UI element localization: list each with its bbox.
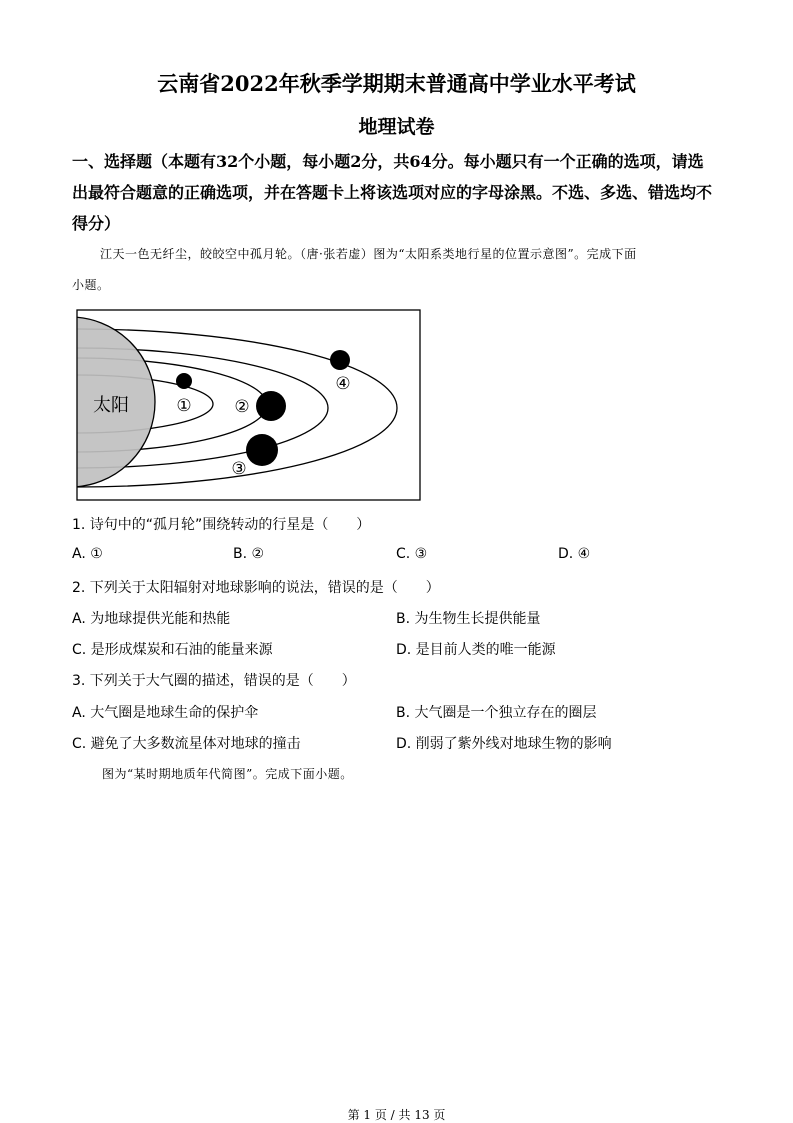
question-2-option-c[interactable]: C. 是形成煤炭和石油的能量来源 bbox=[72, 642, 273, 658]
intro-text-line1: 江天一色无纤尘，皎皎空中孤月轮。（唐·张若虚）图为“太阳系类地行星的位置示意图”。完成下面 bbox=[100, 247, 637, 261]
intro-text-geologic: 图为“某时期地质年代简图”。完成下面小题。 bbox=[102, 767, 353, 781]
planet-1 bbox=[176, 373, 192, 389]
planet-label-4: ④ bbox=[335, 374, 351, 394]
question-2-option-a[interactable]: A. 为地球提供光能和热能 bbox=[72, 611, 231, 627]
question-1-option-a[interactable]: A. ① bbox=[72, 546, 103, 562]
question-3-option-c[interactable]: C. 避免了大多数流星体对地球的撞击 bbox=[72, 736, 301, 752]
question-1-stem: 1. 诗句中的“孤月轮”围绕转动的行星是（ ） bbox=[72, 517, 371, 533]
question-2-option-b[interactable]: B. 为生物生长提供能量 bbox=[396, 611, 541, 627]
planet-label-3: ③ bbox=[231, 459, 247, 479]
question-1-option-b[interactable]: B. ② bbox=[233, 546, 265, 562]
section-heading-line3: 得分） bbox=[72, 214, 121, 233]
section-heading-line1: 一、选择题（本题有32个小题，每小题2分，共64分。每小题只有一个正确的选项，请选 bbox=[72, 152, 704, 171]
solar-system-diagram bbox=[0, 0, 793, 520]
question-1-option-c[interactable]: C. ③ bbox=[396, 546, 428, 562]
section-heading-line2: 出最符合题意的正确选项，并在答题卡上将该选项对应的字母涂黑。不选、多选、错选均不 bbox=[72, 183, 713, 202]
exam-title: 云南省2022年秋季学期期末普通高中学业水平考试 bbox=[157, 71, 636, 96]
question-2-stem: 2. 下列关于太阳辐射对地球影响的说法，错误的是（ ） bbox=[72, 580, 440, 596]
page-footer: 第 1 页 / 共 13 页 bbox=[347, 1108, 446, 1122]
question-3-option-a[interactable]: A. 大气圈是地球生命的保护伞 bbox=[72, 705, 259, 721]
sun-label: 太阳 bbox=[93, 395, 129, 416]
question-3-option-d[interactable]: D. 削弱了紫外线对地球生物的影响 bbox=[396, 736, 612, 752]
planet-4 bbox=[330, 350, 350, 370]
question-1-option-d[interactable]: D. ④ bbox=[558, 546, 591, 562]
question-2-option-d[interactable]: D. 是目前人类的唯一能源 bbox=[396, 642, 556, 658]
question-3-stem: 3. 下列关于大气圈的描述，错误的是（ ） bbox=[72, 673, 356, 689]
planet-3 bbox=[246, 434, 278, 466]
exam-subtitle: 地理试卷 bbox=[358, 116, 435, 138]
intro-text-line2: 小题。 bbox=[72, 278, 110, 292]
planet-label-2: ② bbox=[234, 397, 250, 417]
question-3-option-b[interactable]: B. 大气圈是一个独立存在的圈层 bbox=[396, 705, 597, 721]
planet-2 bbox=[256, 391, 286, 421]
planet-label-1: ① bbox=[176, 396, 192, 416]
